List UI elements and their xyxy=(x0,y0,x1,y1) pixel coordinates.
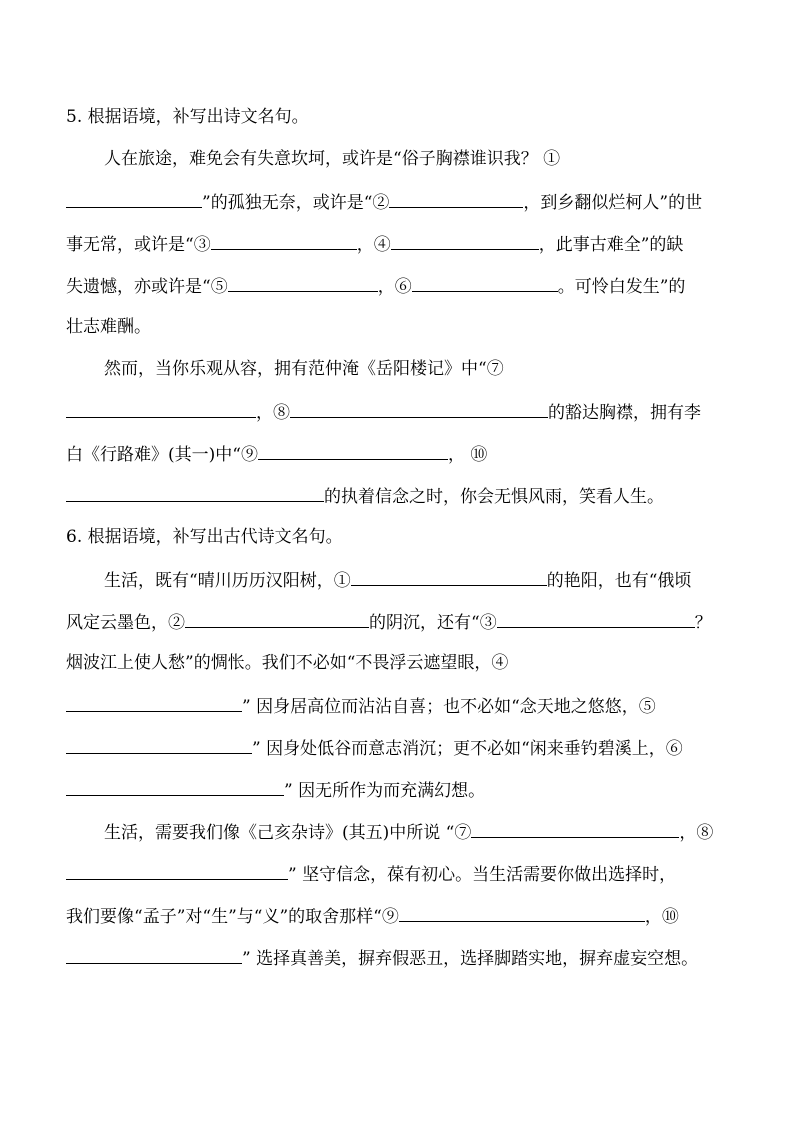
answer-blank-8[interactable] xyxy=(66,861,288,880)
text-segment: 白《行路难》(其一)中“⑨ xyxy=(66,445,258,465)
answer-blank-10[interactable] xyxy=(66,483,324,502)
answer-blank-2[interactable] xyxy=(185,609,369,628)
text-segment: ” 选择真善美，摒弃假恶丑，选择脚踏实地，摒弃虚妄空想。 xyxy=(242,949,699,969)
q5-line-9 xyxy=(66,483,664,507)
q5-line-5 xyxy=(66,315,151,339)
text-segment: 事无常，或许是“③ xyxy=(66,235,211,255)
text-segment: 壮志难酬。 xyxy=(66,317,151,337)
text-segment: ，此事古难全”的缺 xyxy=(538,235,684,255)
answer-blank-3[interactable] xyxy=(497,609,695,628)
answer-blank-3[interactable] xyxy=(211,231,357,250)
answer-blank-8[interactable] xyxy=(290,399,548,418)
q6-line-6 xyxy=(66,777,485,801)
text-segment: ，⑩ xyxy=(644,907,679,927)
answer-blank-2[interactable] xyxy=(389,189,523,208)
text-segment: 我们要像“孟子”对“生”与“义”的取舍那样“⑨ xyxy=(66,907,399,927)
text-segment: 风定云墨色，② xyxy=(66,613,185,633)
answer-blank-5[interactable] xyxy=(66,735,252,754)
text-segment: 的执着信念之时，你会无惧风雨，笑看人生。 xyxy=(324,487,664,507)
q5-line-3 xyxy=(66,231,683,255)
heading-text: 6. 根据语境，补写出古代诗文名句。 xyxy=(66,527,343,547)
q6-line-4 xyxy=(66,693,656,717)
text-segment: 人在旅途，难免会有失意坎坷，或许是“俗子胸襟谁识我？ ① xyxy=(104,149,561,169)
q5-line-8 xyxy=(66,441,487,465)
answer-blank-7[interactable] xyxy=(471,819,679,838)
question-6-heading xyxy=(66,525,343,549)
text-segment: 的艳阳，也有“俄顷 xyxy=(546,571,692,591)
text-segment: 的豁达胸襟，拥有李 xyxy=(548,403,701,423)
q5-line-6 xyxy=(104,357,504,381)
text-segment: ，⑧ xyxy=(256,403,290,423)
answer-blank-9[interactable] xyxy=(399,903,645,922)
text-segment: ？ xyxy=(694,613,712,633)
q6-line-3 xyxy=(66,651,508,675)
q5-line-2 xyxy=(66,189,702,213)
text-segment: ” 因身处低谷而意志消沉；更不必如“闲来垂钓碧溪上，⑥ xyxy=(252,739,683,759)
answer-blank-1[interactable] xyxy=(351,567,547,586)
text-segment: 失遗憾，亦或许是“⑤ xyxy=(66,277,228,297)
answer-blank-6[interactable] xyxy=(66,777,284,796)
q6-line-8 xyxy=(66,861,676,885)
text-segment: ，⑥ xyxy=(377,277,412,297)
answer-blank-4[interactable] xyxy=(66,693,242,712)
text-segment: ，到乡翻似烂柯人”的世 xyxy=(523,193,703,213)
q6-line-2 xyxy=(66,609,712,633)
text-segment: 然而，当你乐观从容，拥有范仲淹《岳阳楼记》中“⑦ xyxy=(104,359,504,379)
text-segment: ”的孤独无奈，或许是“② xyxy=(202,193,390,213)
q5-line-1 xyxy=(104,147,560,171)
text-segment: 生活，既有“晴川历历汉阳树，① xyxy=(104,571,351,591)
text-segment: ” 坚守信念，葆有初心。当生活需要你做出选择时， xyxy=(288,865,677,885)
answer-blank-9[interactable] xyxy=(258,441,448,460)
heading-text: 5. 根据语境，补写出诗文名句。 xyxy=(66,107,309,127)
q6-line-10 xyxy=(66,945,698,969)
text-segment: 。可怜白发生”的 xyxy=(557,277,686,297)
text-segment: ” 因身居高位而沾沾自喜；也不必如“念天地之悠悠，⑤ xyxy=(242,697,656,717)
q5-line-4 xyxy=(66,273,685,297)
q6-line-5 xyxy=(66,735,683,759)
answer-blank-10[interactable] xyxy=(66,945,242,964)
text-segment: ，⑧ xyxy=(679,823,714,843)
answer-blank-7[interactable] xyxy=(66,399,256,418)
text-segment: 生活，需要我们像《己亥杂诗》(其五)中所说 “⑦ xyxy=(104,823,472,843)
text-segment: ，④ xyxy=(356,235,391,255)
answer-blank-5[interactable] xyxy=(228,273,378,292)
answer-blank-6[interactable] xyxy=(412,273,558,292)
q6-line-9 xyxy=(66,903,679,927)
text-segment: 的阴沉，还有“③ xyxy=(369,613,497,633)
text-segment: 烟波江上使人愁”的惆怅。我们不必如“不畏浮云遮望眼，④ xyxy=(66,653,509,673)
q5-line-7 xyxy=(66,399,701,423)
question-5-heading xyxy=(66,105,309,129)
text-segment: ” 因无所作为而充满幻想。 xyxy=(284,781,486,801)
answer-blank-4[interactable] xyxy=(391,231,539,250)
answer-blank-1[interactable] xyxy=(66,189,202,208)
q6-line-7 xyxy=(104,819,713,843)
q6-line-1 xyxy=(104,567,691,591)
text-segment: ， ⑩ xyxy=(447,445,488,465)
